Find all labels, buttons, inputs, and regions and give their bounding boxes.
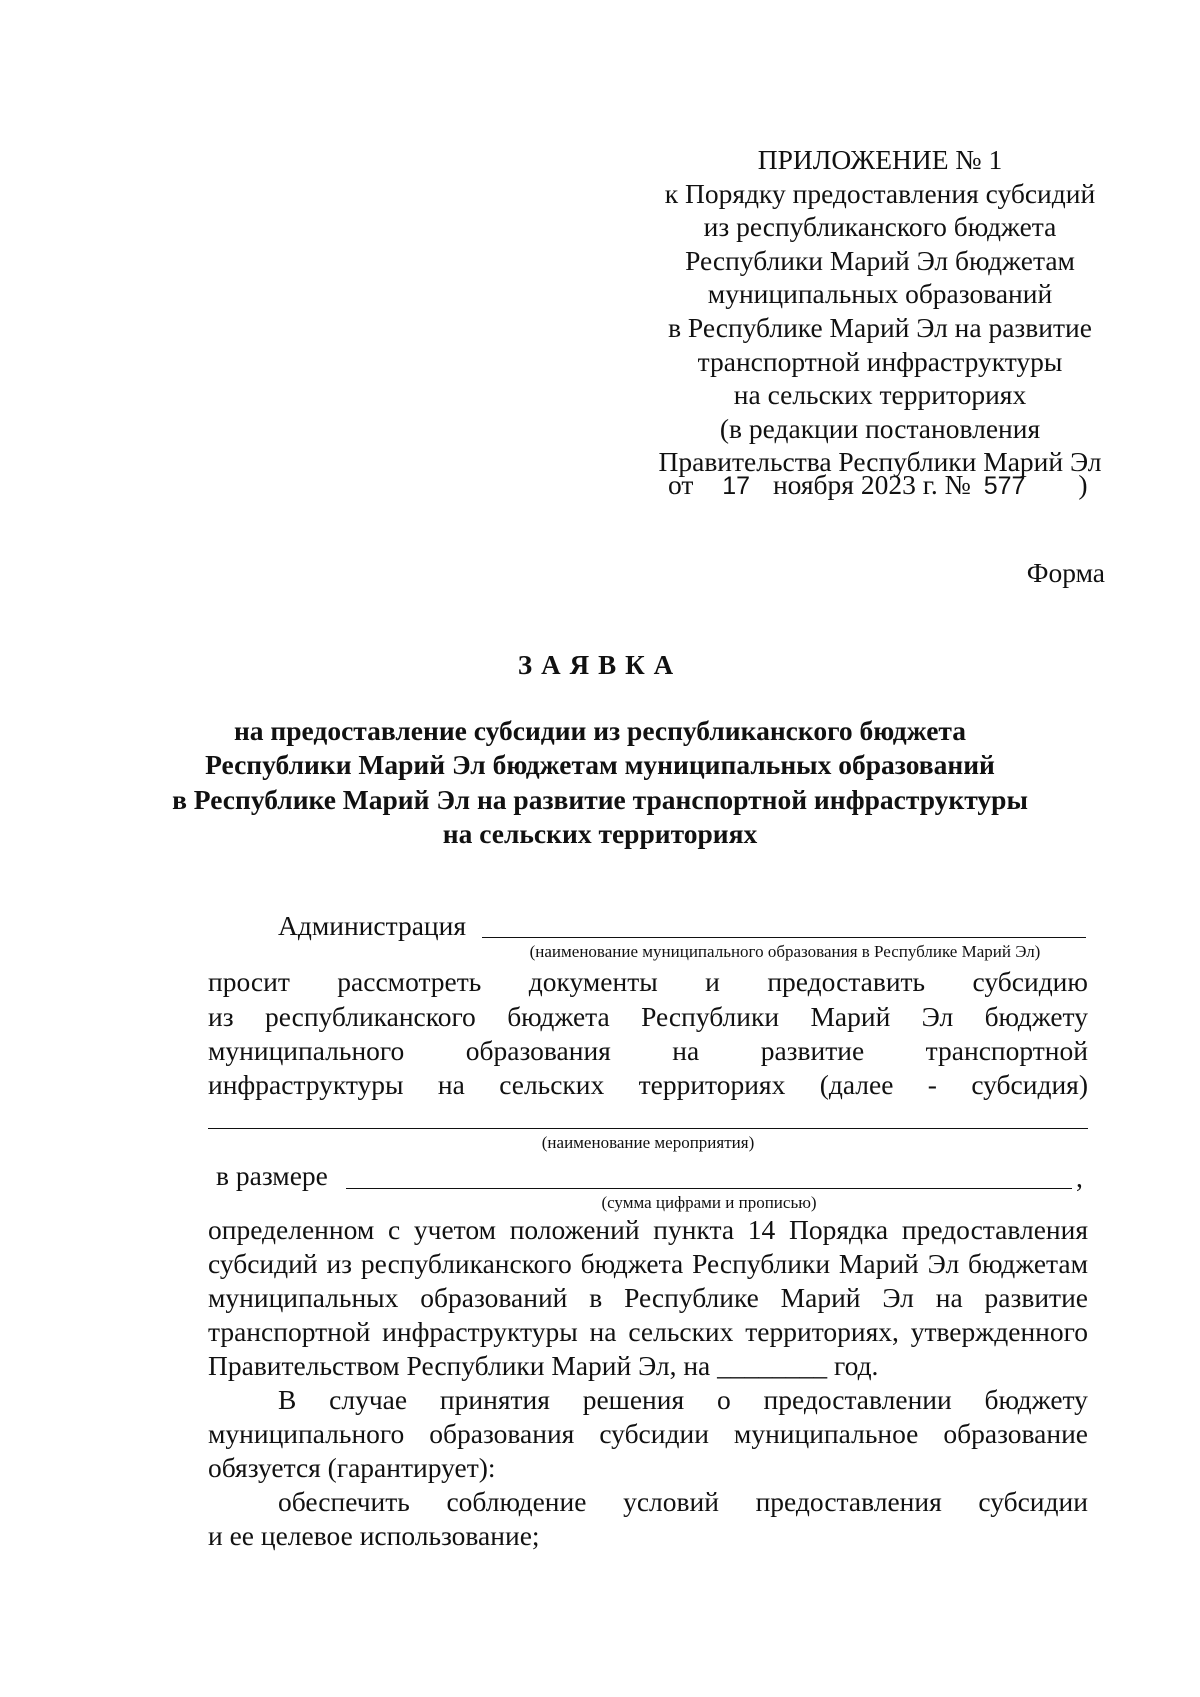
- word: рассмотреть: [337, 966, 482, 997]
- word: республиканского: [264, 1001, 476, 1032]
- word: соблюдение: [446, 1486, 587, 1517]
- word: сельских: [499, 1069, 605, 1100]
- para4-line-1: [278, 1486, 1088, 1518]
- word: на: [672, 1035, 700, 1066]
- word: и: [705, 966, 720, 997]
- appendix-line: к Порядку предоставления субсидий: [664, 177, 1096, 209]
- appendix-line: Правительства Республики Марий Эл: [658, 446, 1102, 478]
- date-number: 577: [983, 472, 1026, 500]
- caption-municipality: (наименование муниципального образования в Республике Марий Эл): [529, 942, 1041, 961]
- word: В: [278, 1384, 297, 1415]
- para2-line-5: [208, 1350, 878, 1382]
- subtitle-line: на предоставление субсидии из республиканского бюджета: [233, 715, 967, 746]
- word: предоставить: [767, 966, 926, 997]
- word: образования: [465, 1035, 611, 1066]
- date-month-year: ноября 2023 г. №: [772, 469, 971, 500]
- word: Марий: [810, 1001, 891, 1032]
- para3-line-3: обязуется (гарантирует):: [208, 1452, 496, 1483]
- word: бюджета: [507, 1001, 610, 1032]
- subtitle-line: Республики Марий Эл бюджетам муниципальных образований: [205, 749, 995, 781]
- para3-line-1: [278, 1384, 1088, 1416]
- caption-event: (наименование мероприятия): [541, 1133, 755, 1152]
- para3-line-2: муниципального образования субсидии муниципальное образование: [208, 1418, 1088, 1449]
- appendix-line: Республики Марий Эл бюджетам: [685, 244, 1075, 276]
- word: субсидию: [972, 966, 1088, 997]
- word: предоставления: [755, 1486, 942, 1517]
- word: Эл: [921, 1001, 954, 1032]
- word: территориях: [638, 1069, 786, 1100]
- para2-last-suffix: год.: [834, 1350, 879, 1381]
- subtitle-line: на сельских территориях: [442, 817, 758, 849]
- word: бюджету: [984, 1384, 1088, 1415]
- amount-comma: ,: [1076, 1162, 1083, 1193]
- form-label: Форма: [1026, 557, 1105, 588]
- word: развитие: [760, 1035, 865, 1066]
- administration-label: Администрация: [278, 910, 467, 941]
- para2-last-text: Правительством Республики Марий Эл, на: [208, 1350, 711, 1381]
- word: обеспечить: [278, 1486, 410, 1517]
- word: субсидии: [978, 1486, 1088, 1517]
- word: случае: [329, 1384, 408, 1415]
- word: принятия: [439, 1384, 550, 1415]
- para4-line-2: и ее целевое использование;: [208, 1520, 540, 1551]
- para2-line-1: определенном с учетом положений пункта 14 Порядка предоставления: [208, 1214, 1088, 1245]
- para2-line-2: субсидий из республиканского бюджета Республики Марий Эл бюджетам: [208, 1248, 1088, 1279]
- appendix-line: ПРИЛОЖЕНИЕ № 1: [757, 144, 1003, 175]
- amount-blank[interactable]: [346, 1188, 1072, 1189]
- word: о: [716, 1384, 731, 1415]
- appendix-block: [630, 143, 1130, 479]
- date-prefix: от: [668, 469, 694, 500]
- word: просит: [208, 966, 290, 997]
- date-suffix: ): [1078, 469, 1088, 500]
- word: бюджету: [984, 1001, 1088, 1032]
- word: предоставлении: [763, 1384, 952, 1415]
- para1-line-4: [208, 1069, 1088, 1101]
- word: условий: [623, 1486, 719, 1517]
- word: субсидия): [971, 1069, 1088, 1100]
- word: Республики: [641, 1001, 780, 1032]
- word: -: [927, 1069, 937, 1100]
- para2-line-3: муниципальных образований в Республике Марий Эл на развитие: [208, 1282, 1088, 1313]
- para1-line-1: [208, 966, 1088, 998]
- appendix-date-line: [668, 469, 1088, 501]
- date-day: 17: [722, 472, 751, 500]
- subtitle-line: в Республике Марий Эл на развитие транспортной инфраструктуры: [172, 783, 1028, 815]
- word: (далее: [819, 1069, 894, 1100]
- appendix-line: муниципальных образований: [707, 278, 1053, 310]
- para1-line-2: [208, 1001, 1088, 1033]
- year-blank[interactable]: ________: [717, 1350, 828, 1381]
- appendix-line: на сельских территориях: [733, 379, 1027, 411]
- word: муниципального: [208, 1035, 405, 1066]
- word: из: [208, 1001, 234, 1032]
- appendix-line: транспортной инфраструктуры: [697, 345, 1063, 377]
- word: транспортной: [925, 1035, 1088, 1066]
- amount-label: в размере: [216, 1160, 328, 1191]
- para1-line-3: [208, 1035, 1088, 1067]
- event-name-blank[interactable]: [208, 1128, 1088, 1129]
- para2-line-4: транспортной инфраструктуры на сельских территориях, утвержденного: [208, 1316, 1088, 1347]
- word: документы: [528, 966, 658, 997]
- appendix-line: из республиканского бюджета: [703, 211, 1057, 243]
- municipality-name-blank[interactable]: [482, 937, 1086, 938]
- word: на: [437, 1069, 465, 1100]
- document-subtitle: [150, 714, 1050, 851]
- word: решения: [582, 1384, 685, 1415]
- appendix-line: в Республике Марий Эл на развитие: [668, 311, 1092, 343]
- document-title: ЗАЯВКА: [517, 650, 683, 680]
- appendix-line: (в редакции постановления: [719, 412, 1041, 444]
- word: инфраструктуры: [208, 1069, 404, 1100]
- caption-amount: (сумма цифрами и прописью): [601, 1193, 817, 1212]
